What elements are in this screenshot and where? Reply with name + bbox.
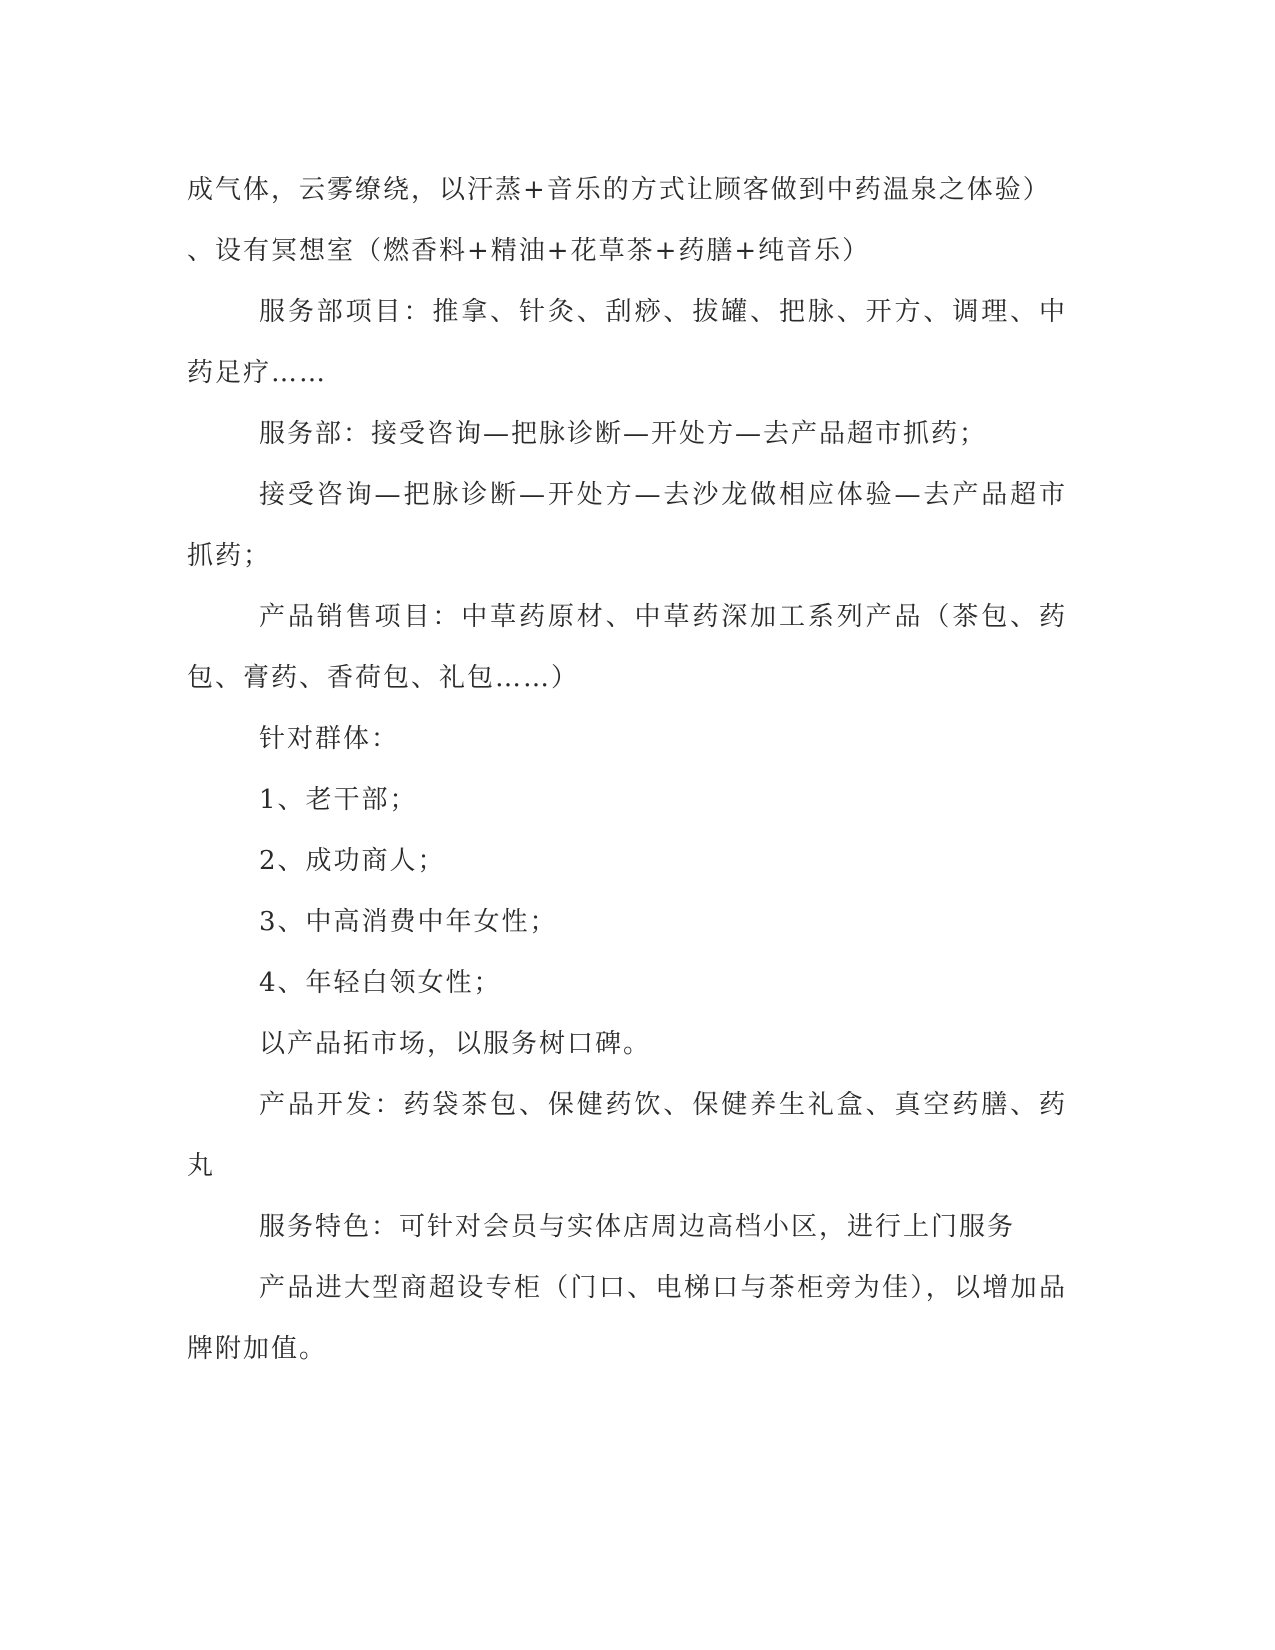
paragraph-slogan: 以产品拓市场，以服务树口碑。 [259, 1029, 652, 1059]
paragraph-counter-placement: 产品进大型商超设专柜（门口、电梯口与茶柜旁为佳），以增加品牌附加值。 [187, 1273, 1067, 1364]
paragraph-service-flow-2: 接受咨询—把脉诊断—开处方—去沙龙做相应体验—去产品超市抓药； [187, 480, 1067, 571]
paragraph-service-features: 服务特色：可针对会员与实体店周边高档小区，进行上门服务 [259, 1212, 1016, 1242]
paragraph-service-flow-1: 服务部：接受咨询—把脉诊断—开处方—去产品超市抓药； [259, 419, 988, 449]
list-item: 2、成功商人； [259, 846, 446, 876]
list-item: 1、老干部； [259, 785, 418, 815]
document-body [187, 160, 1067, 1380]
paragraph-product-development: 产品开发：药袋茶包、保健药饮、保健养生礼盒、真空药膳、药丸 [187, 1090, 1067, 1181]
paragraph-product-sales: 产品销售项目：中草药原材、中草药深加工系列产品（茶包、药包、膏药、香荷包、礼包……） [187, 602, 1067, 693]
paragraph-continuation: 成气体，云雾缭绕，以汗蒸+音乐的方式让顾客做到中药温泉之体验） [187, 175, 1051, 205]
paragraph-service-items: 服务部项目：推拿、针灸、刮痧、拔罐、把脉、开方、调理、中药足疗…… [187, 297, 1067, 388]
list-item: 4、年轻白领女性； [259, 968, 502, 998]
paragraph-meditation-room: 、设有冥想室（燃香料+精油+花草茶+药膳+纯音乐） [187, 236, 871, 266]
list-item: 3、中高消费中年女性； [259, 907, 558, 937]
paragraph-target-groups-heading: 针对群体： [259, 724, 400, 754]
